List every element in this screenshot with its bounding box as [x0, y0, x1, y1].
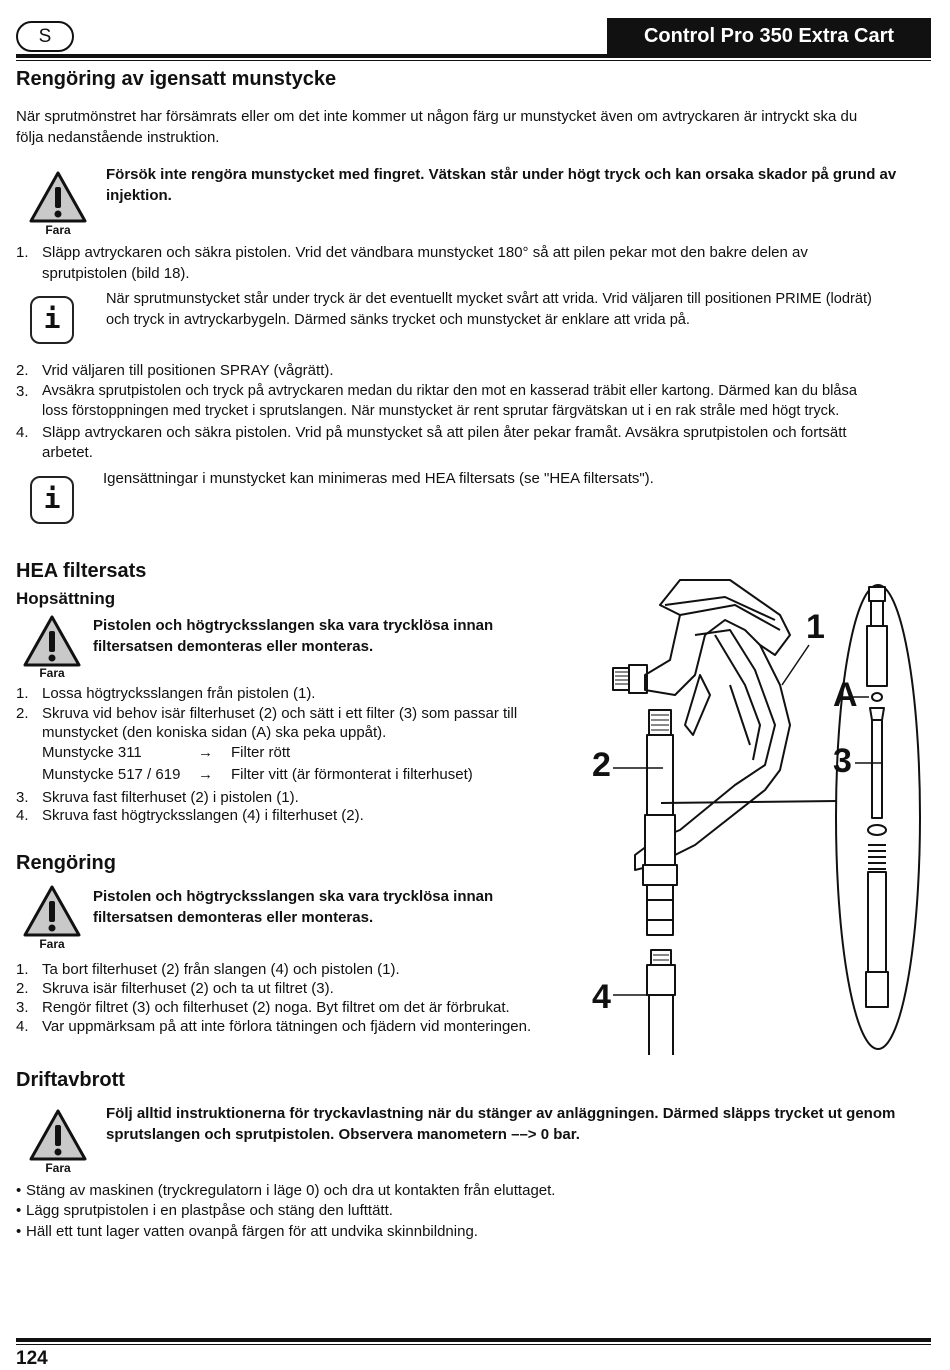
filter-type: Filter vitt (är förmonterat i filterhuset) [231, 766, 473, 783]
intro-line: När sprutmönstret har försämrats eller om det inte kommer ut någon färg ur munstycket även om avtryckaren är intryckt ska du [16, 108, 858, 125]
list-text: Skruva isär filterhuset (2) och ta ut filtret (3). [42, 980, 334, 997]
list-text: Var uppmärksam på att inte förlora tätningen och fjädern vid monteringen. [42, 1018, 532, 1035]
bullet-icon: • [16, 1202, 22, 1219]
filter-type: Filter rött [231, 744, 291, 761]
warning-line: Följ alltid instruktionerna för tryckavlastning när du stänger av anläggningen. Därmed släpps trycket ut genom [106, 1105, 896, 1122]
section-heading-hea-filter: HEA filtersats [16, 560, 147, 582]
warning-triangle-icon [22, 614, 82, 668]
list-number: 1. [16, 244, 29, 261]
list-number: 4. [16, 1018, 29, 1035]
list-text: Stäng av maskinen (tryckregulatorn i läge 0) och dra ut kontakten från eluttaget. [26, 1182, 556, 1199]
warning-text [106, 164, 896, 206]
list-number: 2. [16, 980, 29, 997]
list-number: 1. [16, 961, 29, 978]
header-rule-thin [16, 60, 931, 61]
warning-label: Fara [39, 937, 65, 951]
warning-line: Pistolen och högtrycksslangen ska vara trycklösa innan [93, 888, 494, 905]
info-icon: i [30, 296, 74, 344]
document-title: Control Pro 350 Extra Cart [607, 18, 931, 54]
section-heading-cleaning: Rengöring [16, 852, 116, 874]
warning-line: injektion. [106, 187, 172, 204]
bullet-list [16, 1181, 716, 1247]
list-text: loss förstoppningen med trycket i sprutslangen. När munstycket är rent sprutar färgvätskan ut i en rak stråle med högt tryck. [42, 403, 840, 419]
list-number: 3. [16, 383, 29, 400]
info-text [106, 289, 872, 331]
list-text: Avsäkra sprutpistolen och tryck på avtryckaren medan du riktar den mot en kasserad träbit eller kartong. Därmed kan du blåsa [42, 383, 857, 399]
list-number: 3. [16, 789, 29, 806]
subheading-assembly: Hopsättning [16, 589, 116, 608]
figure-label-filter: 3 [833, 742, 852, 780]
warning-text [106, 1103, 895, 1145]
list-number: 1. [16, 685, 29, 702]
warning-line: filtersatsen demonteras eller monteras. [93, 638, 374, 655]
figure-label-hose: 4 [592, 978, 611, 1016]
warning-triangle-icon [28, 1108, 88, 1162]
warning-line: Försök inte rengöra munstycket med fingret. Vätskan står under högt tryck och kan orsaka skador på grund av [106, 166, 897, 183]
list-text: munstycket (den koniska sidan (A) ska peka uppåt). [42, 724, 387, 741]
list-text: sprutpistolen (bild 18). [42, 265, 190, 282]
warning-label: Fara [45, 223, 71, 237]
list-text: Skruva vid behov isär filterhuset (2) och sätt i ett filter (3) som passar till [42, 705, 518, 722]
bullet-icon: • [16, 1223, 22, 1240]
intro-paragraph [16, 106, 857, 148]
info-icon: i [30, 476, 74, 524]
warning-triangle-icon [28, 170, 88, 224]
arrow-right-icon: → [198, 744, 213, 761]
warning-line: Pistolen och högtrycksslangen ska vara trycklösa innan [93, 617, 494, 634]
warning-label: Fara [39, 666, 65, 680]
list-text: Skruva fast högtrycksslangen (4) i filterhuset (2). [42, 807, 364, 824]
list-text: arbetet. [42, 444, 93, 461]
figure-label-gun: 1 [806, 608, 825, 646]
list-number: 4. [16, 424, 29, 441]
page-number: 124 [16, 1348, 48, 1369]
warning-triangle-icon [22, 884, 82, 938]
nozzle-size: Munstycke 311 [42, 744, 142, 761]
list-number: 3. [16, 999, 29, 1016]
list-number: 2. [16, 705, 29, 722]
warning-line: filtersatsen demonteras eller monteras. [93, 909, 374, 926]
list-text: Skruva fast filterhuset (2) i pistolen (1). [42, 789, 299, 806]
warning-text [93, 615, 493, 657]
list-text: Lossa högtrycksslangen från pistolen (1). [42, 685, 316, 702]
step-list [16, 960, 596, 1040]
list-number: 2. [16, 362, 29, 379]
language-badge: S [16, 21, 74, 52]
info-text: Igensättningar i munstycket kan minimeras med HEA filtersats (se "HEA filtersats"). [103, 470, 654, 487]
step-list [16, 360, 936, 470]
list-text: Släpp avtryckaren och säkra pistolen. Vrid det vändbara munstycket 180° så att pilen pekar mot den bakre delen av [42, 244, 808, 261]
list-number: 4. [16, 807, 29, 824]
step-list [16, 684, 596, 834]
list-text: Släpp avtryckaren och säkra pistolen. Vrid på munstycket så att pilen åter pekar framåt. Avsäkra sprutpistolen och fortsätt [42, 424, 847, 441]
info-line: När sprutmunstycket står under tryck är det eventuellt mycket svårt att vrida. Vrid väljaren till positionen PRIME (lodrät) [106, 291, 872, 307]
warning-label: Fara [45, 1161, 71, 1175]
list-text: Vrid väljaren till positionen SPRAY (vågrätt). [42, 362, 334, 379]
list-text: Lägg sprutpistolen i en plastpåse och stäng den lufttätt. [26, 1202, 393, 1219]
filter-kit-illustration [585, 575, 940, 1060]
arrow-right-icon: → [198, 766, 213, 783]
footer-rule [16, 1338, 931, 1342]
section-heading-shutdown: Driftavbrott [16, 1069, 125, 1091]
list-text: Häll ett tunt lager vatten ovanpå färgen för att undvika skinnbildning. [26, 1223, 478, 1240]
list-text: Ta bort filterhuset (2) från slangen (4) och pistolen (1). [42, 961, 400, 978]
list-text: Rengör filtret (3) och filterhuset (2) noga. Byt filtret om det är förbrukat. [42, 999, 510, 1016]
warning-text [93, 886, 493, 928]
bullet-icon: • [16, 1182, 22, 1199]
figure-label-cone: A [833, 676, 858, 714]
figure-label-filter-housing: 2 [592, 746, 611, 784]
footer-rule-thin [16, 1344, 931, 1345]
intro-line: följa nedanstående instruktion. [16, 129, 220, 146]
section-heading-clogged-tip: Rengöring av igensatt munstycke [16, 68, 337, 90]
nozzle-size: Munstycke 517 / 619 [42, 766, 181, 783]
info-line: och tryck in avtryckarbygeln. Därmed sänks trycket och munstycket är enklare att vrida på. [106, 312, 690, 328]
header-rule [16, 54, 931, 58]
warning-line: sprutslangen och sprutpistolen. Observera manometern ––> 0 bar. [106, 1126, 580, 1143]
